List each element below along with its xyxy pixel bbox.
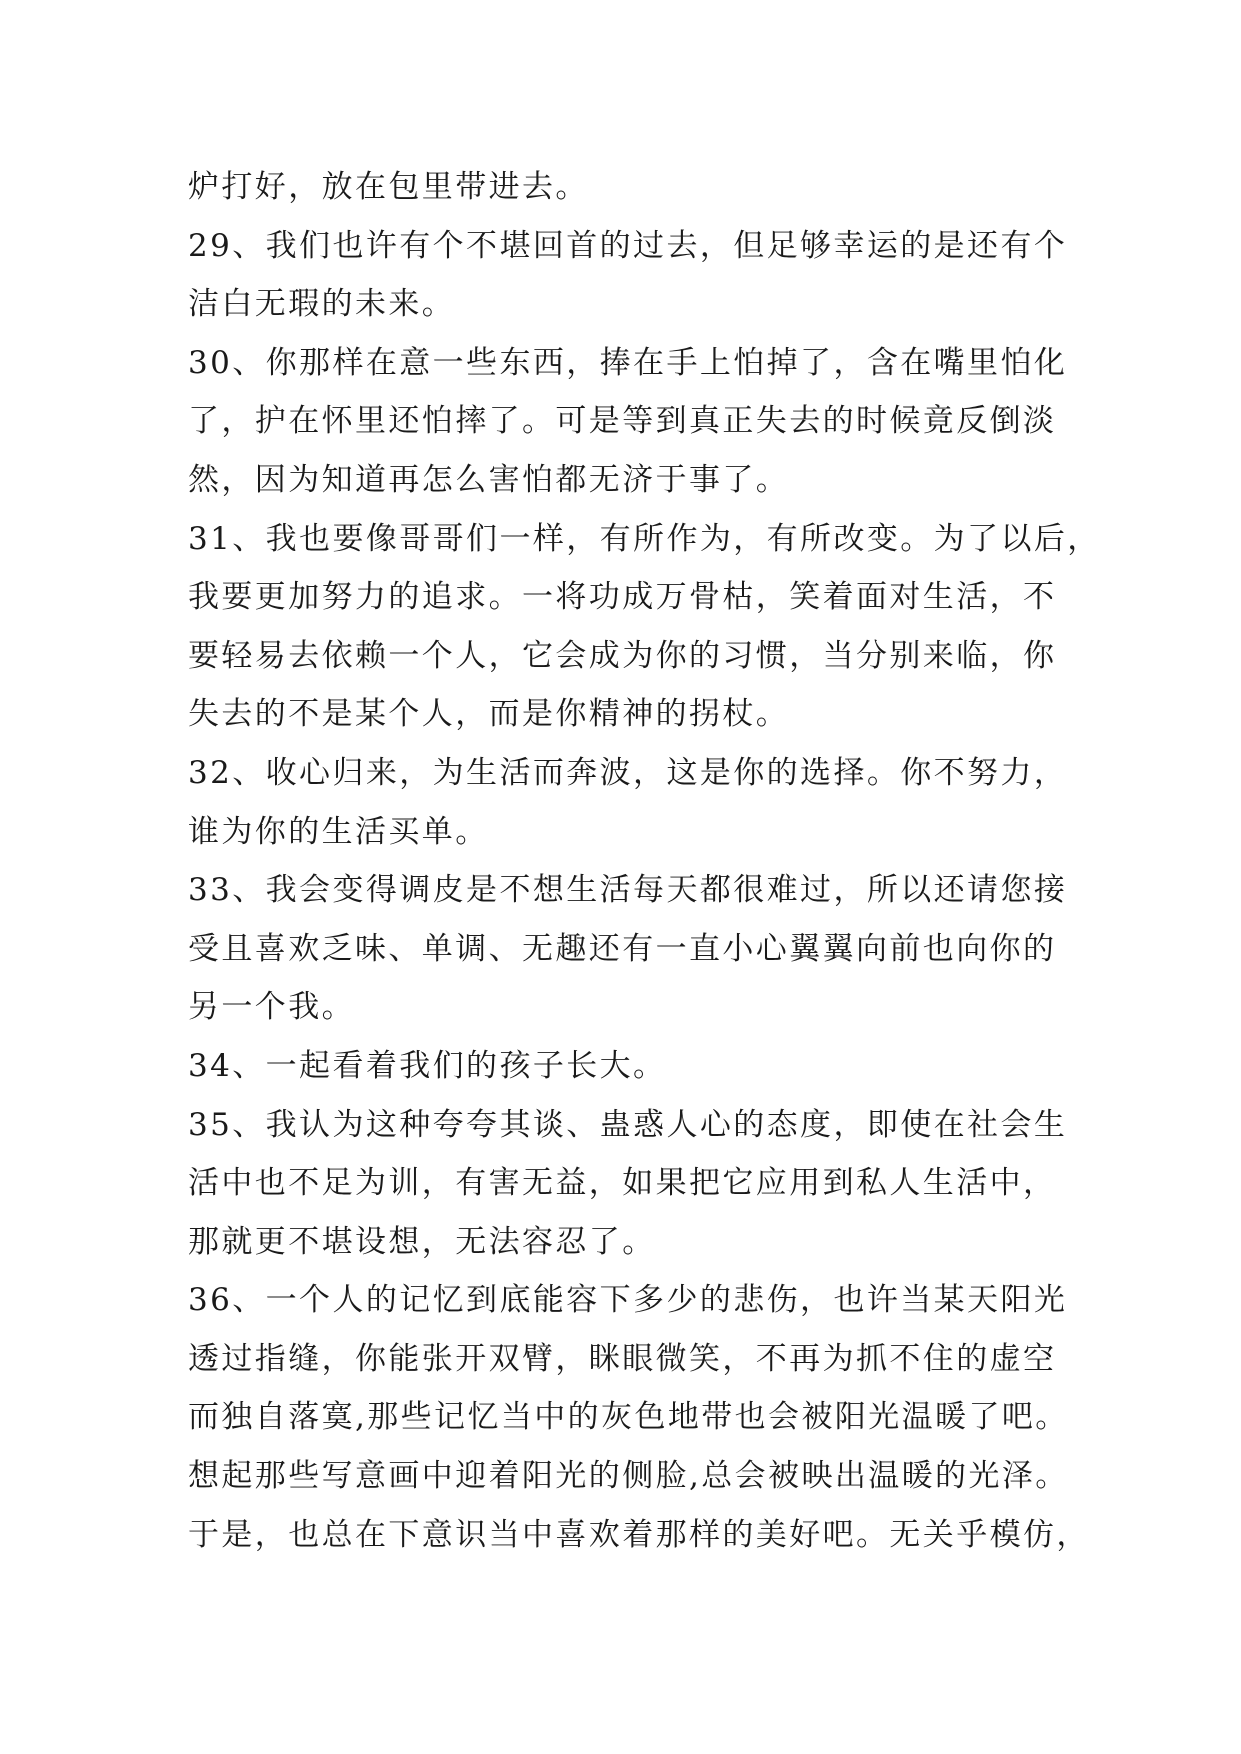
text-line: 受且喜欢乏味、单调、无趣还有一直小心翼翼向前也向你的 bbox=[188, 930, 1057, 967]
text-line: 36、一个人的记忆到底能容下多少的悲伤，也许当某天阳光 bbox=[188, 1282, 1068, 1319]
text-line: 31、我也要像哥哥们一样，有所作为，有所改变。为了以后， bbox=[188, 520, 1101, 557]
text-line: 30、你那样在意一些东西，捧在手上怕掉了，含在嘴里怕化 bbox=[188, 344, 1068, 381]
text-line: 33、我会变得调皮是不想生活每天都很难过，所以还请您接 bbox=[188, 872, 1068, 909]
text-line: 于是，也总在下意识当中喜欢着那样的美好吧。无关乎模仿， bbox=[188, 1516, 1090, 1553]
text-line: 34、一起看着我们的孩子长大。 bbox=[188, 1047, 667, 1084]
text-line: 另一个我。 bbox=[188, 989, 355, 1026]
text-line: 然，因为知道再怎么害怕都无济于事了。 bbox=[188, 461, 790, 498]
document-body bbox=[188, 158, 1101, 1564]
text-line: 炉打好，放在包里带进去。 bbox=[188, 169, 589, 205]
text-line: 了，护在怀里还怕摔了。可是等到真正失去的时候竟反倒淡 bbox=[188, 403, 1057, 440]
text-line: 那就更不堪设想，无法容忍了。 bbox=[188, 1223, 656, 1260]
text-line: 29、我们也许有个不堪回首的过去，但足够幸运的是还有个 bbox=[188, 227, 1068, 264]
text-line: 我要更加努力的追求。一将功成万骨枯，笑着面对生活，不 bbox=[188, 579, 1057, 616]
text-line: 32、收心归来，为生活而奔波，这是你的选择。你不努力， bbox=[188, 754, 1068, 791]
text-line: 失去的不是某个人，而是你精神的拐杖。 bbox=[188, 696, 790, 733]
text-line: 要轻易去依赖一个人，它会成为你的习惯，当分别来临，你 bbox=[188, 637, 1057, 674]
text-line: 透过指缝，你能张开双臂，眯眼微笑，不再为抓不住的虚空 bbox=[188, 1340, 1057, 1377]
text-line: 而独自落寞,那些记忆当中的灰色地带也会被阳光温暖了吧。 bbox=[188, 1399, 1069, 1436]
text-line: 35、我认为这种夸夸其谈、蛊惑人心的态度，即使在社会生 bbox=[188, 1106, 1068, 1143]
text-line: 谁为你的生活买单。 bbox=[188, 813, 489, 850]
text-line: 想起那些写意画中迎着阳光的侧脸,总会被映出温暖的光泽。 bbox=[188, 1458, 1069, 1495]
text-line: 洁白无瑕的未来。 bbox=[188, 286, 456, 323]
text-line: 活中也不足为训，有害无益，如果把它应用到私人生活中， bbox=[188, 1165, 1057, 1202]
